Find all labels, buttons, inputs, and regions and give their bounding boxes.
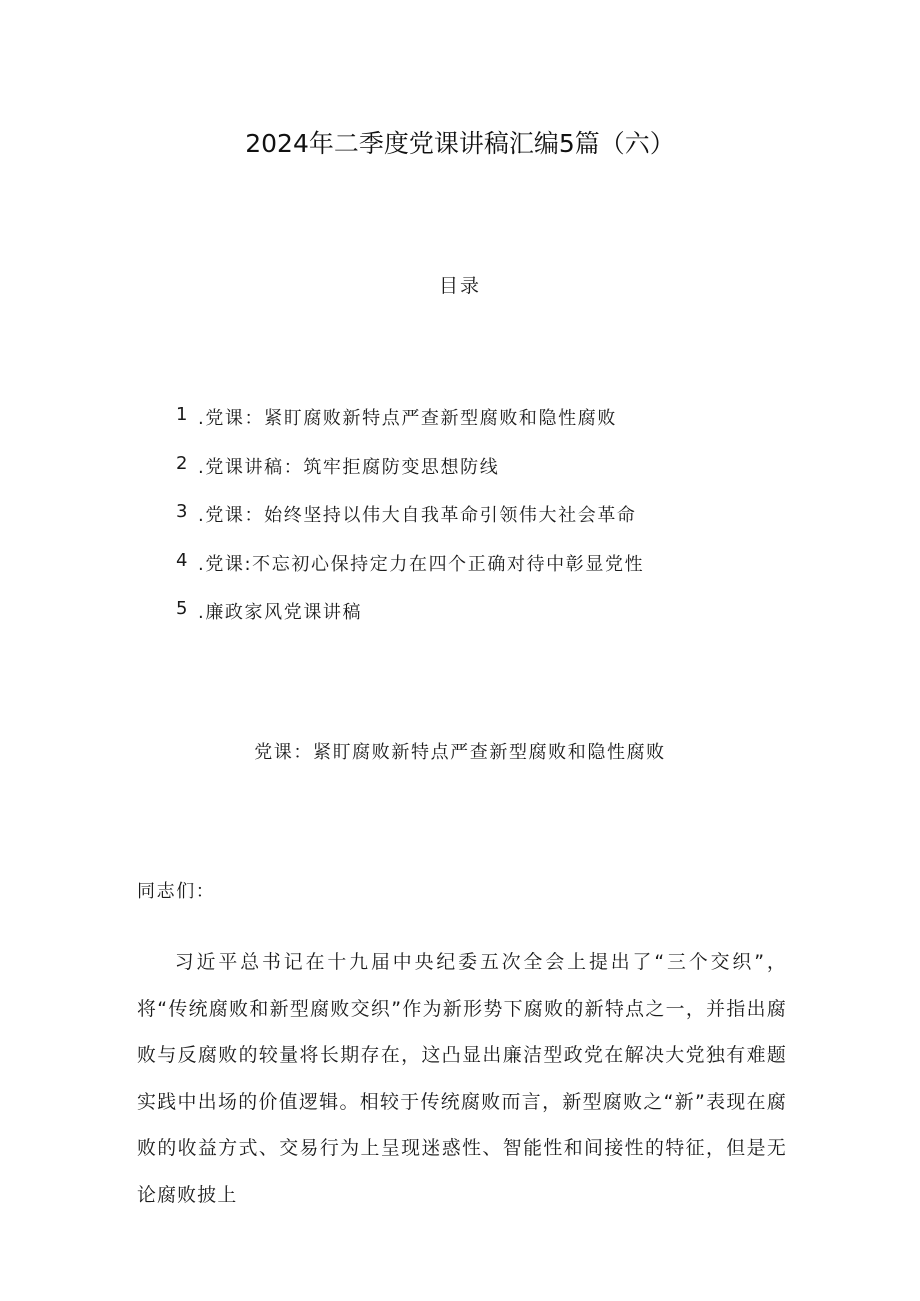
toc-item-number: 4 bbox=[176, 549, 190, 571]
salutation: 同志们： bbox=[137, 881, 216, 902]
toc-item-text: .廉政家风党课讲稿 bbox=[198, 602, 363, 624]
document-title: 2024年二季度党课讲稿汇编5篇（六） bbox=[245, 129, 675, 158]
toc-item-text: .党课：紧盯腐败新特点严查新型腐败和隐性腐败 bbox=[198, 408, 617, 429]
toc-item[interactable] bbox=[176, 598, 644, 647]
toc-item[interactable] bbox=[176, 404, 644, 453]
toc-item-number: 1 bbox=[176, 404, 190, 425]
table-of-contents bbox=[176, 404, 644, 647]
toc-item-number: 3 bbox=[176, 501, 190, 523]
toc-item-number: 5 bbox=[176, 598, 190, 620]
toc-item[interactable] bbox=[176, 453, 644, 502]
toc-heading: 目录 bbox=[438, 275, 481, 297]
section-heading: 党课：紧盯腐败新特点严查新型腐败和隐性腐败 bbox=[254, 742, 666, 763]
toc-item-number: 2 bbox=[176, 452, 190, 474]
toc-item-text: .党课讲稿：筑牢拒腐防变思想防线 bbox=[198, 456, 500, 478]
toc-item[interactable] bbox=[176, 550, 644, 599]
toc-item-text: .党课:不忘初心保持定力在四个正确对待中彰显党性 bbox=[198, 553, 645, 575]
toc-item[interactable] bbox=[176, 501, 644, 550]
toc-item-text: .党课：始终坚持以伟大自我革命引领伟大社会革命 bbox=[198, 505, 637, 527]
body-paragraph: 习近平总书记在十九届中央纪委五次全会上提出了“三个交织”，将“传统腐败和新型腐败交织”作为新形势下腐败的新特点之一，并指出腐败与反腐败的较量将长期存在，这凸显出廉洁型政党在解决大党独有难题实践中出场的价值逻辑。相较于传统腐败而言，新型腐败之“新”表现在腐败的收益方式、交易行为上呈现迷惑性、智能性和间接性的特征，但是无论腐败披上 bbox=[137, 951, 787, 1206]
